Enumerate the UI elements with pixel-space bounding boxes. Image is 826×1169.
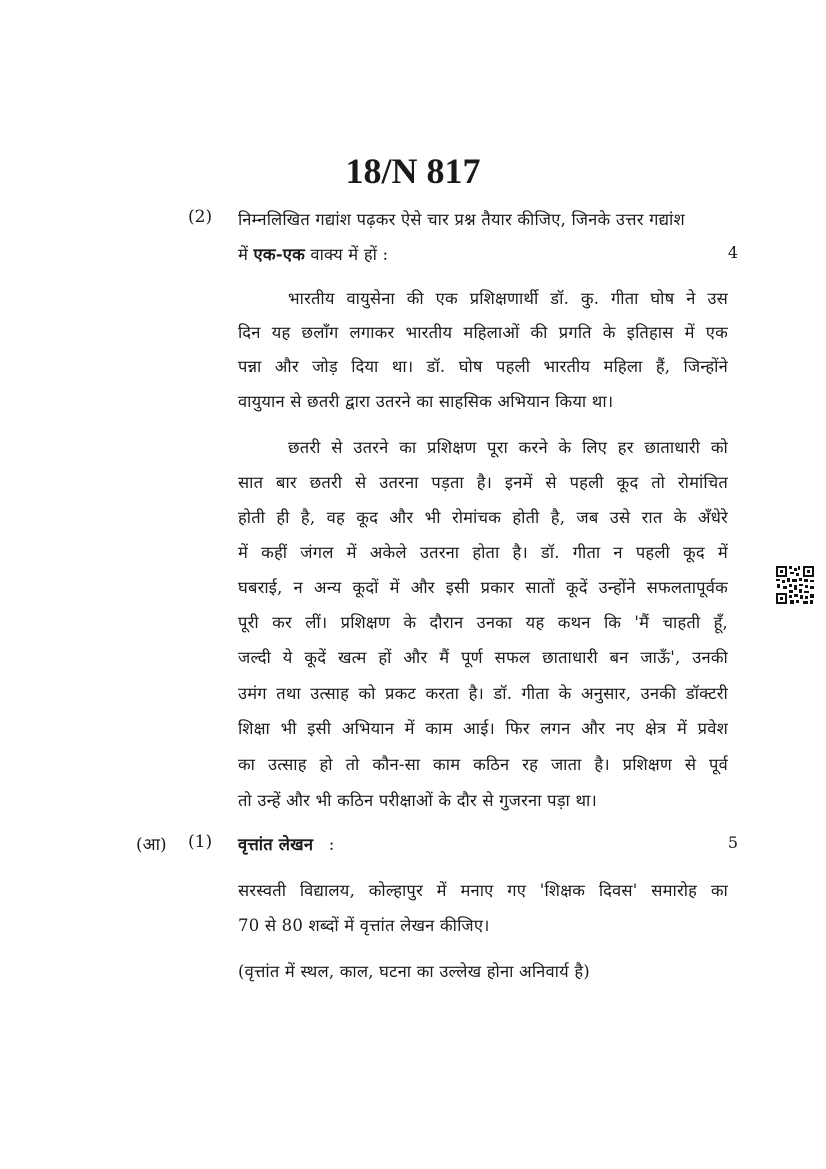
passage-line: होती ही है, वह कूद और भी रोमांचक होती है, जब उसे रात के अँधेरे xyxy=(238,508,728,527)
passage-line: दिन यह छलाँग लगाकर भारतीय महिलाओं की प्रगति के इतिहास में एक xyxy=(238,323,728,342)
question-number: (2) xyxy=(188,207,213,227)
passage-line: जल्दी ये कूदें खत्म हों और मैं पूर्ण सफल छाताधारी बन जाऊँ', उनकी xyxy=(238,648,728,667)
passage-line: सात बार छतरी से उतरना पड़ता है। इनमें से पहली कूद तो रोमांचित xyxy=(238,473,728,492)
section-title-colon: : xyxy=(328,835,335,854)
passage-line: भारतीय वायुसेना की एक प्रशिक्षणार्थी डॉ. कु. गीता घोष ने उस xyxy=(288,289,728,308)
passage-line: उमंग तथा उत्साह को प्रकट करता है। डॉ. गीता के अनुसार, उनकी डॉक्टरी xyxy=(238,684,728,703)
question-instruction-line-1: निम्नलिखित गद्यांश पढ़कर ऐसे चार प्रश्न तैयार कीजिए, जिनके उत्तर गद्यांश xyxy=(238,210,685,229)
instruction-emphasis: एक-एक xyxy=(253,245,305,264)
passage-line: वायुयान से छतरी द्वारा उतरने का साहसिक अभियान किया था। xyxy=(238,392,614,411)
question-instruction-line-2 xyxy=(238,242,388,265)
passage-line: पूरी कर लीं। प्रशिक्षण के दौरान उनका यह कथन कि 'मैं चाहती हूँ, xyxy=(238,613,728,632)
section-question-number: (1) xyxy=(188,832,213,852)
section-title xyxy=(238,832,334,855)
passage-line: का उत्साह हो तो कौन-सा काम कठिन रह जाता है। प्रशिक्षण से पूर्व xyxy=(238,755,728,774)
passage-line: छतरी से उतरने का प्रशिक्षण पूरा करने के लिए हर छाताधारी को xyxy=(288,438,728,457)
task-line-1: सरस्वती विद्यालय, कोल्हापुर में मनाए गए 'शिक्षक दिवस' समारोह का xyxy=(238,881,728,900)
passage-line: तो उन्हें और भी कठिन परीक्षाओं के दौर से गुजरना पड़ा था। xyxy=(238,791,597,810)
instruction-post: वाक्य में हों : xyxy=(304,245,389,264)
qr-code-icon xyxy=(775,565,815,605)
passage-line: घबराई, न अन्य कूदों में और इसी प्रकार सातों कूदें उन्होंने सफलतापूर्वक xyxy=(238,578,728,597)
question-marks: 4 xyxy=(727,243,738,262)
passage-line: शिक्षा भी इसी अभियान में काम आई। फिर लगन और नए क्षेत्र में प्रवेश xyxy=(238,719,728,738)
paper-code: 18/N 817 xyxy=(345,151,481,191)
section-title-text: वृत्तांत लेखन xyxy=(238,835,314,854)
section-label: (आ) xyxy=(136,835,167,855)
section-marks: 5 xyxy=(727,833,738,852)
passage-line: पन्ना और जोड़ दिया था। डॉ. घोष पहली भारतीय महिला हैं, जिन्होंने xyxy=(238,357,728,376)
instruction-pre: में xyxy=(238,245,254,264)
task-line-2: 70 से 80 शब्दों में वृत्तांत लेखन कीजिए। xyxy=(238,916,490,935)
passage-line: में कहीं जंगल में अकेले उतरना होता है। डॉ. गीता न पहली कूद में xyxy=(238,543,728,562)
task-note: (वृत्तांत में स्थल, काल, घटना का उल्लेख होना अनिवार्य है) xyxy=(238,962,590,981)
